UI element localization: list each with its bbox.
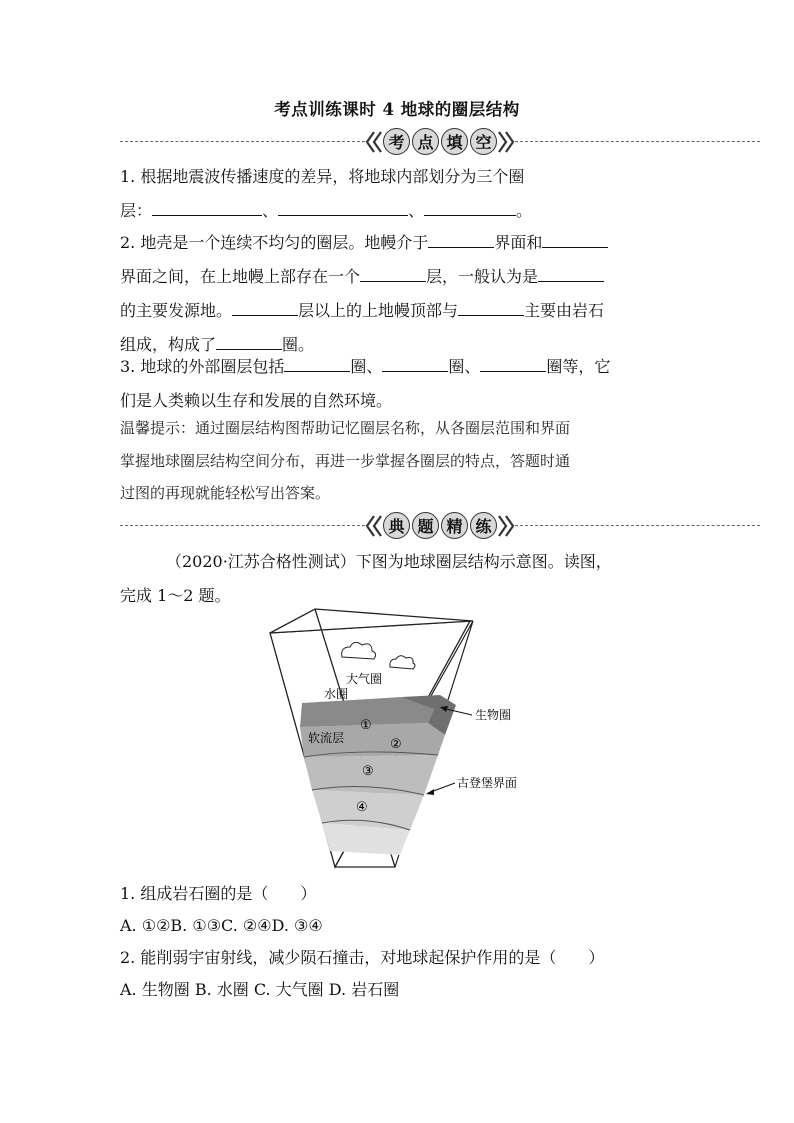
practice-intro [120, 545, 680, 613]
mc-question-1: 1. 组成岩石圈的是（ ） [120, 884, 317, 903]
answer-blank[interactable] [152, 197, 262, 216]
double-chevron-left-icon [365, 129, 383, 155]
divider-line-right [515, 141, 760, 142]
question-1-fill [120, 160, 678, 228]
page-title: 考点训练课时 4 地球的圈层结构 [274, 100, 520, 119]
q2-line-2 [120, 260, 678, 294]
q2-text: 界面之间，在上地幔上部存在一个 [120, 267, 361, 286]
tip-line: 过图的再现就能轻松写出答案。 [120, 484, 331, 502]
q2-text: 组成，构成了 [120, 335, 217, 354]
period: 。 [516, 201, 533, 220]
hydrosphere-label: 水圈 [324, 687, 349, 701]
divider-line-left [120, 525, 365, 526]
answer-blank[interactable] [216, 331, 282, 350]
mc-options-1: A. ①②B. ①③C. ②④D. ③④ [120, 916, 323, 935]
layer-number-3: ③ [362, 764, 374, 779]
tip-line: 掌握地球圈层结构空间分布，再进一步掌握各圈层的特点，答题时通 [120, 451, 571, 470]
answer-blank[interactable] [480, 353, 546, 372]
divider-line-right [515, 525, 760, 526]
section-banner-fill-blanks [120, 127, 760, 157]
mc-question-2: 2. 能削弱宇宙射线，减少陨石撞击，对地球起保护作用的是（ ） [120, 948, 605, 967]
q1-line-2 [120, 194, 678, 228]
separator: 、 [408, 201, 425, 220]
answer-blank[interactable] [284, 353, 350, 372]
asthenosphere-label: 软流层 [308, 731, 345, 745]
answer-blank[interactable] [428, 229, 494, 248]
atmosphere-label: 大气圈 [346, 672, 383, 686]
gutenberg-label: 古登堡界面 [457, 776, 518, 790]
earth-layers-diagram [260, 605, 540, 875]
answer-blank[interactable] [232, 297, 298, 316]
layer-number-4: ④ [356, 800, 368, 815]
answer-blank[interactable] [538, 263, 604, 282]
banner-char: 空 [470, 128, 497, 155]
wedge-top [270, 609, 473, 633]
q2-text: 主要由岩石 [524, 301, 605, 320]
intro-line: （2020·江苏合格性测试）下图为地球圈层结构示意图。读图， [166, 552, 612, 571]
question-2-fill [120, 226, 678, 362]
q2-line-3 [120, 294, 678, 328]
double-chevron-left-icon [365, 513, 383, 539]
q3-text: 圈、 [448, 357, 481, 376]
q3-text: 圈、 [350, 357, 383, 376]
biosphere-label: 生物圈 [475, 708, 512, 722]
q3-line-1 [120, 350, 678, 384]
arrow-head [426, 789, 434, 795]
mc-options-2: A. 生物圈 B. 水圈 C. 大气圈 D. 岩石圈 [120, 980, 400, 999]
q1-prefix: 层： [120, 201, 153, 220]
section-banner-practice [120, 511, 760, 541]
answer-blank[interactable] [382, 353, 448, 372]
layer-number-2: ② [390, 737, 402, 752]
double-chevron-right-icon [497, 129, 515, 155]
layer-number-1: ① [360, 718, 372, 733]
cloud-icon [342, 642, 376, 659]
banner-char: 题 [412, 512, 439, 539]
banner-char: 精 [441, 512, 468, 539]
q2-text: 的主要发源地。 [120, 301, 233, 320]
separator: 、 [262, 201, 279, 220]
answer-blank[interactable] [360, 263, 426, 282]
q2-text: 界面和 [494, 233, 543, 252]
q2-text: 2. 地壳是一个连续不均匀的圈层。地幔介于 [120, 233, 429, 252]
banner-char: 填 [441, 128, 468, 155]
tip-paragraph [120, 412, 680, 510]
banner-char: 典 [383, 512, 410, 539]
q2-text: 层以上的上地幔顶部与 [298, 301, 459, 320]
q1-line-1: 1. 根据地震波传播速度的差异，将地球内部划分为三个圈 [120, 167, 525, 186]
cloud-icon [390, 656, 415, 669]
q2-line-1 [120, 226, 678, 260]
answer-blank[interactable] [278, 197, 408, 216]
answer-blank[interactable] [458, 297, 524, 316]
tip-line: 温馨提示：通过圈层结构图帮助记忆圈层名称，从各圈层范围和界面 [120, 419, 571, 437]
banner-char: 考 [383, 128, 410, 155]
question-3-fill [120, 350, 678, 418]
q3-text: 3. 地球的外部圈层包括 [120, 357, 285, 376]
q2-text: 圈。 [282, 335, 315, 354]
double-chevron-right-icon [497, 513, 515, 539]
divider-line-left [120, 141, 365, 142]
q3-text: 圈等，它 [546, 357, 611, 376]
q2-text: 层，一般认为是 [426, 267, 539, 286]
banner-char: 点 [412, 128, 439, 155]
answer-blank[interactable] [424, 197, 516, 216]
intro-line: 完成 1～2 题。 [120, 586, 231, 605]
banner-char: 练 [470, 512, 497, 539]
answer-blank[interactable] [542, 229, 608, 248]
q3-line-2: 们是人类赖以生存和发展的自然环境。 [120, 391, 393, 410]
